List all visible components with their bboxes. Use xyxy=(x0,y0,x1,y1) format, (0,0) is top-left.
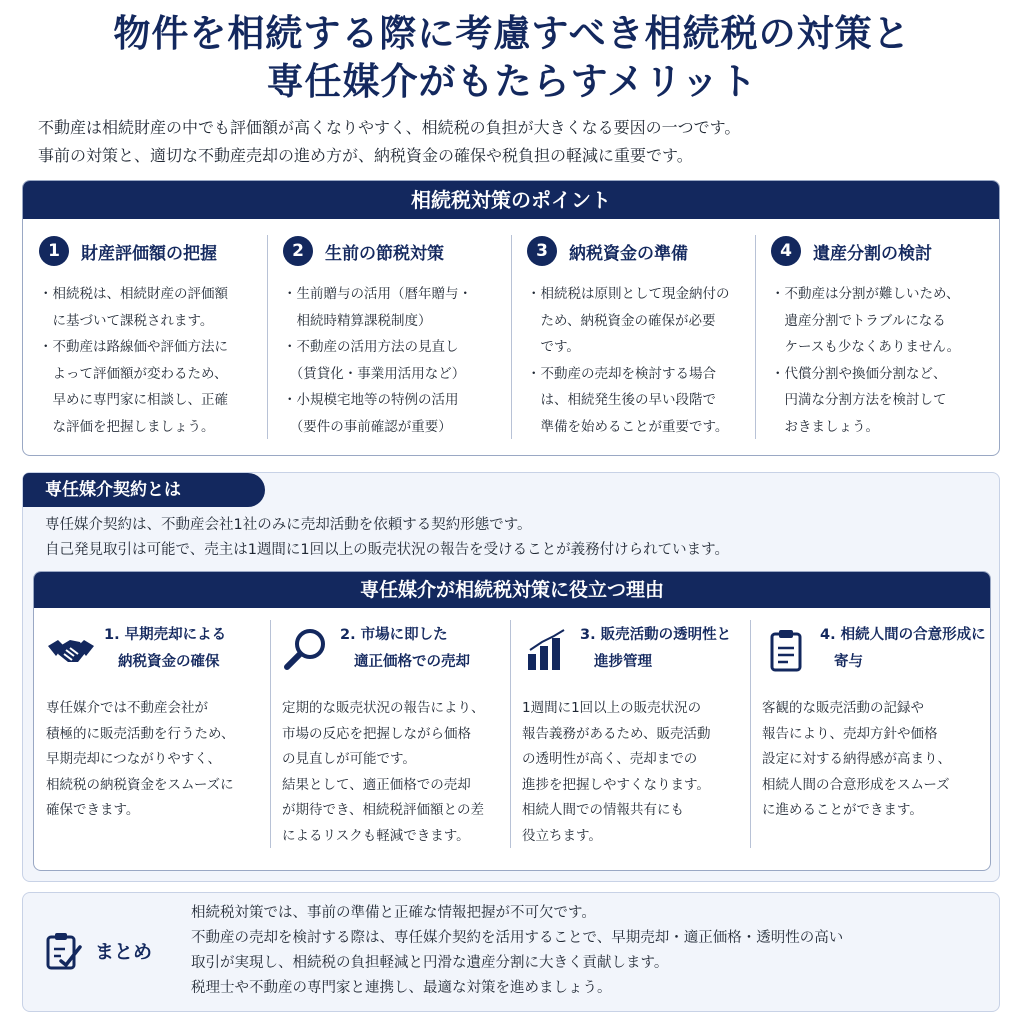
point-body xyxy=(527,281,755,440)
summary-section xyxy=(22,892,1000,1012)
point-title: 遺産分割の検討 xyxy=(813,243,932,264)
intro-line: 不動産は相続財産の中でも評価額が高くなりやすく、相続税の負担が大きくなる要因の一つです。 xyxy=(38,118,741,137)
point-line: 準備を始めることが重要です。 xyxy=(527,418,729,435)
tax-points-section xyxy=(22,180,1000,456)
point-card-1 xyxy=(23,219,267,455)
description-line: 専任媒介契約は、不動産会社1社のみに売却活動を依頼する契約形態です。 xyxy=(45,517,532,533)
point-line: ケースも少なくありません。 xyxy=(771,339,961,355)
clipboard-icon xyxy=(762,626,812,676)
reason-card-1 xyxy=(34,608,270,870)
exclusive-agency-section xyxy=(22,472,1000,882)
point-body xyxy=(39,281,267,440)
point-line: よって評価額が変わるため、 xyxy=(39,365,228,382)
tax-points-heading: 相続税対策のポイント xyxy=(23,181,999,219)
reason-body: 客観的な販売活動の記録や 報告により、売却方針や価格 設定に対する納得感が高まり、 相続人間の合意形成をスムーズ に進めることができます。 xyxy=(762,700,951,818)
intro-line: 事前の対策と、適切な不動産売却の進め方が、納税資金の確保や税負担の軽減に重要です。 xyxy=(38,146,693,165)
number-badge: 3 xyxy=(527,236,557,266)
point-line: ・不動産は分割が難しいため、 xyxy=(771,286,960,302)
title-line-2: 専任媒介がもたらすメリット xyxy=(266,60,758,103)
point-line: ・小規模宅地等の特例の活用 xyxy=(283,392,459,408)
reason-title: 2. 市場に即した 適正価格での売却 xyxy=(340,627,470,670)
point-line: ・生前贈与の活用（暦年贈与・ xyxy=(283,286,472,302)
intro-text xyxy=(38,114,998,170)
exclusive-agency-heading: 専任媒介契約とは xyxy=(23,473,265,507)
reason-title: 1. 早期売却による 納税資金の確保 xyxy=(104,627,227,670)
summary-label: まとめ xyxy=(95,941,153,963)
point-line: に基づいて課税されます。 xyxy=(39,312,214,329)
point-line: な評価を把握しましょう。 xyxy=(39,418,215,435)
point-card-4 xyxy=(755,219,999,455)
reason-body: 1週間に1回以上の販売状況の 報告義務があるため、販売活動 の透明性が高く、売却までの 進捗を把握しやすくなります。 相続人間での情報共有にも 役立ちます。 xyxy=(522,700,711,844)
summary-line: 相続税対策では、事前の準備と正確な情報把握が不可欠です。 xyxy=(191,905,596,921)
point-line: 早めに専門家に相談し、正確 xyxy=(39,392,228,408)
reason-card-3 xyxy=(510,608,750,870)
reason-body: 定期的な販売状況の報告により、 市場の反応を把握しながら価格 の見直しが可能です。 結果として、適正価格での売却 が期待でき、相続税評価額との差 によるリスクも軽減できます。 xyxy=(282,700,485,844)
point-line: 相続時精算課税制度） xyxy=(283,312,432,329)
point-body xyxy=(283,281,511,440)
point-card-2 xyxy=(267,219,511,455)
point-line: ・不動産の活用方法の見直し xyxy=(283,339,459,355)
title-line-1: 物件を相続する際に考慮すべき相続税の対策と xyxy=(113,12,911,55)
point-line: （要件の事前確認が重要） xyxy=(283,418,452,435)
summary-line: 取引が実現し、相続税の負担軽減と円滑な遺産分割に大きく貢献します。 xyxy=(191,955,669,971)
summary-line: 不動産の売却を検討する際は、専任媒介契約を活用することで、早期売却・適正価格・透明性の高い xyxy=(191,930,844,946)
point-line: おきましょう。 xyxy=(771,418,879,435)
page-title xyxy=(0,10,1024,106)
magnifier-icon xyxy=(282,626,332,676)
description-line: 自己発見取引は可能で、売主は1週間に1回以上の販売状況の報告を受けることが義務付けられています。 xyxy=(45,542,729,558)
point-line: ・代償分割や換価分割など、 xyxy=(771,365,947,382)
reasons-panel xyxy=(33,571,991,871)
point-line: ・相続税は、相続財産の評価額 xyxy=(39,286,228,302)
number-badge: 1 xyxy=(39,236,69,266)
clipboard-check-icon xyxy=(45,931,83,971)
number-badge: 2 xyxy=(283,236,313,266)
handshake-icon xyxy=(46,626,96,676)
point-title: 納税資金の準備 xyxy=(569,243,688,264)
bar-chart-icon xyxy=(522,626,572,676)
reasons-heading: 専任媒介が相続税対策に役立つ理由 xyxy=(34,572,990,608)
number-badge: 4 xyxy=(771,236,801,266)
point-line: ・相続税は原則として現金納付の xyxy=(527,286,730,302)
reason-title: 4. 相続人間の合意形成に 寄与 xyxy=(820,627,986,670)
reason-title: 3. 販売活動の透明性と 進捗管理 xyxy=(580,627,732,670)
point-title: 財産評価額の把握 xyxy=(81,243,217,264)
point-line: ・不動産の売却を検討する場合 xyxy=(527,365,716,382)
point-body xyxy=(771,281,999,440)
point-card-3 xyxy=(511,219,755,455)
point-line: ・不動産は路線価や評価方法に xyxy=(39,339,228,355)
reason-card-2 xyxy=(270,608,510,870)
point-line: です。 xyxy=(527,339,580,355)
reason-card-4 xyxy=(750,608,990,870)
summary-text xyxy=(191,901,991,1001)
point-line: 遺産分割でトラブルになる xyxy=(771,312,946,329)
point-line: 円満な分割方法を検討して xyxy=(771,392,947,408)
point-line: （賃貸化・事業用活用など） xyxy=(283,365,466,382)
reason-body: 専任媒介では不動産会社が 積極的に販売活動を行うため、 早期売却につながりやすく、 相続税の納税資金をスムーズに 確保できます。 xyxy=(46,700,235,818)
summary-line: 税理士や不動産の専門家と連携し、最適な対策を進めましょう。 xyxy=(191,980,612,996)
point-line: は、相続発生後の早い段階で xyxy=(527,392,716,408)
exclusive-agency-description xyxy=(45,513,985,563)
point-line: ため、納税資金の確保が必要 xyxy=(527,312,716,329)
point-title: 生前の節税対策 xyxy=(325,243,444,264)
